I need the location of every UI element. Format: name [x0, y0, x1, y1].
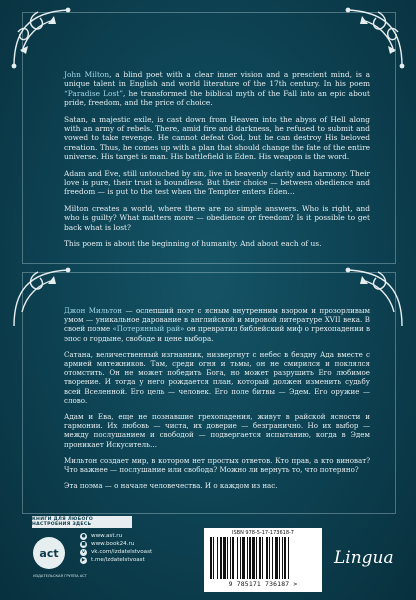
- link-text[interactable]: t.me/izdatelstvoast: [91, 557, 145, 563]
- cover-footer: [0, 512, 416, 600]
- book-icon: ■: [81, 541, 86, 547]
- barcode-number: 9 785171 736187 >: [228, 580, 298, 588]
- english-annotation: [64, 70, 370, 256]
- ast-logo-text: act: [39, 547, 59, 560]
- paragraph: Adam and Eve, still untouched by sin, live in heavenly clarity and harmony. Their love is pure, their trust is boundless. But their choice — between obedience and freedom — is put to the test when the Tempter enters Eden…: [64, 168, 370, 197]
- barcode-icon: [210, 537, 316, 579]
- telegram-icon: ▶: [81, 557, 86, 563]
- lingua-imprint-logo: Lingua: [334, 548, 394, 568]
- book-title: “Paradise Lost”: [64, 88, 124, 98]
- paragraph: Сатана, величественный изгнанник, низвергнут с небес в бездну Ада вместе с армией мятежников. Там, среди огня и тьмы, он не смирился и поклялся отомстить. Он не может победить Бога, но может разрушить Его любимое творение. И тогда у него рождается план, который должен изменить судьбу всей Вселенной. Его цель — человек. Его поле битвы — Эдем. Его оружие — слово.: [64, 349, 370, 405]
- paragraph: Эта поэма — о начале человечества. И о каждом из нас.: [64, 481, 278, 491]
- link-row[interactable]: [80, 532, 152, 540]
- corner-ornament-icon: [338, 2, 408, 72]
- vk-icon: v: [82, 549, 85, 555]
- link-row[interactable]: [80, 548, 152, 556]
- link-row[interactable]: [80, 540, 152, 548]
- paragraph: Milton creates a world, where there are no simple answers. Who is right, and who is guilty? What matters more — obedience or freedom? Is it possible to get back what is lost?: [64, 203, 370, 232]
- link-text[interactable]: www.ast.ru: [91, 533, 123, 539]
- isbn-label: ISBN 978-5-17-173618-7: [232, 530, 294, 536]
- link-text[interactable]: www.book24.ru: [91, 541, 135, 547]
- paragraph: This poem is about the beginning of humanity. And about each of us.: [64, 239, 322, 249]
- publisher-name: ИЗДАТЕЛЬСКАЯ ГРУППА АСТ: [33, 574, 87, 578]
- book-title: «Потерянный рай»: [112, 324, 185, 334]
- russian-annotation: [64, 306, 370, 497]
- barcode-panel: [204, 528, 322, 592]
- paragraph: Адам и Ева, еще не познавшие грехопадения, живут в райской ясности и гармонии. Их любовь — чиста, их доверие — безгранично. Но их выбор — между послушанием и свободой — подвергается испытанию, когда в Эдем проникает Искуситель…: [64, 412, 370, 449]
- paragraph: Джон Мильтон — ослепший поэт с ясным внутренним взором и прозорливым умом — уникальное дарование в английской и мировой литературе XVII века. В своей поэме «Потерянный рай» он превратил библейский миф о грехопадении в эпос о гордыне, свободе и цене выбора.: [64, 306, 370, 343]
- corner-ornament-icon: [8, 2, 78, 72]
- paragraph: Мильтон создает мир, в котором нет простых ответов. Кто прав, а кто виноват? Что важнее — послушание или свобода? Можно ли вернуть то, что потеряно?: [64, 455, 370, 475]
- ast-logo-icon: [32, 536, 66, 570]
- paragraph: Satan, a majestic exile, is cast down from Heaven into the abyss of Hell along with an army of rebels. There, amid fire and darkness, he refused to submit and vowed to take revenge. He cannot defeat God, but he can destroy His beloved creation. Thus, he comes up with a plan that should change the fate of the entire universe. His target is man. His battlefield is Eden. His weapon is the word.: [64, 114, 370, 162]
- link-row[interactable]: [80, 556, 152, 564]
- author-name: John Milton: [64, 70, 110, 79]
- publisher-tagline: КНИГИ ДЛЯ ЛЮБОГО НАСТРОЕНИЯ ЗДЕСЬ: [32, 516, 132, 528]
- author-name: Джон Мильтон: [64, 306, 123, 315]
- publisher-links: [80, 532, 152, 564]
- link-text[interactable]: vk.com/izdatelstvoast: [91, 549, 153, 555]
- globe-icon: ●: [81, 533, 86, 539]
- paragraph: John Milton, a blind poet with a clear inner vision and a prescient mind, is a unique talent in English and world literature of the 17th century. In his poem “Paradise Lost”, he transformed the biblical myth of the Fall into an epic about pride, freedom, and the price of choice.: [64, 70, 370, 108]
